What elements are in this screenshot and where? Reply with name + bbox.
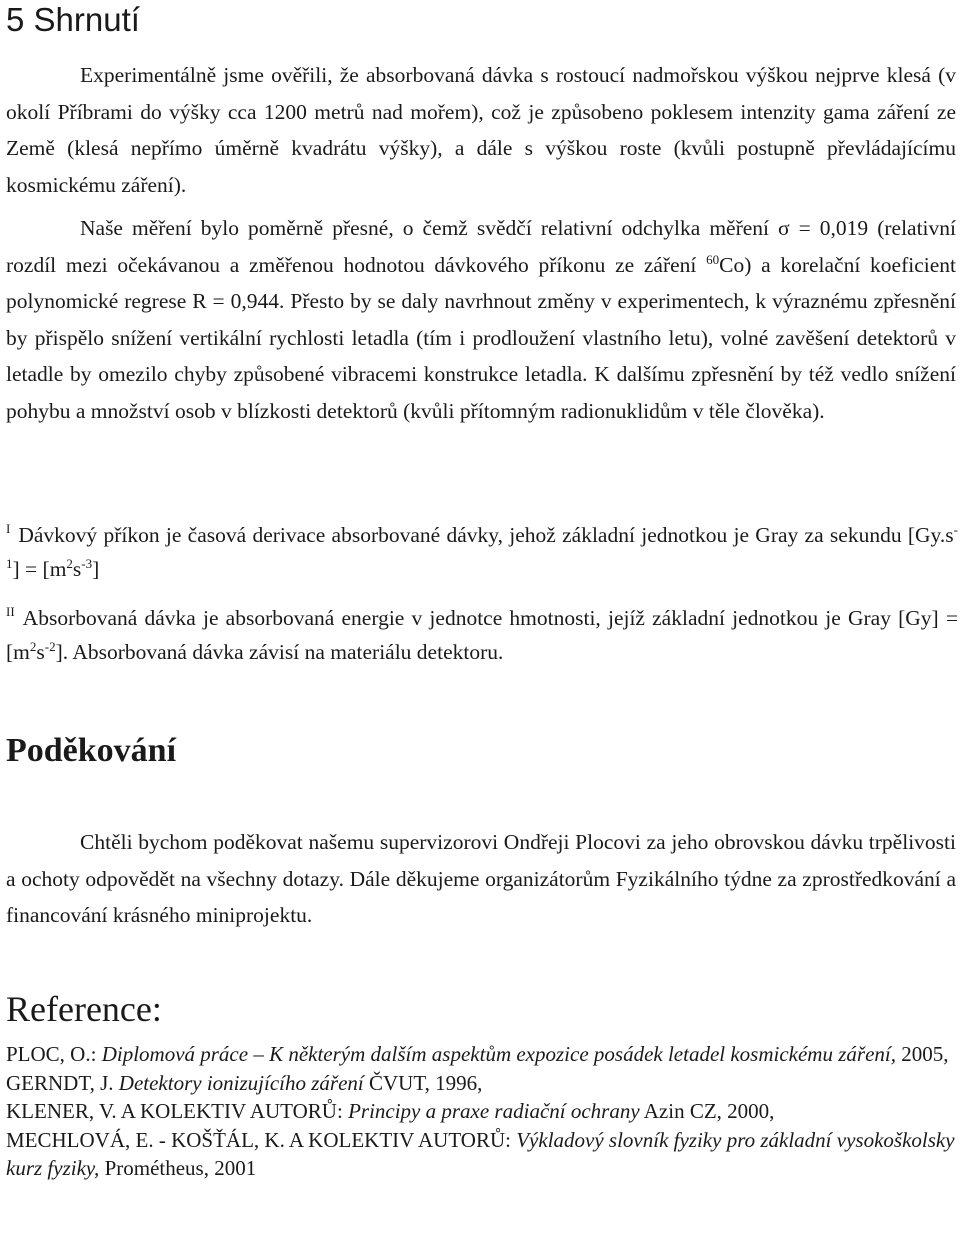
footnote-2-sup-2: -2 bbox=[44, 638, 56, 654]
footnote-2-text-b: s bbox=[36, 640, 45, 664]
reference-publisher: 2005, bbox=[895, 1042, 949, 1066]
footnote-2-mark: II bbox=[6, 604, 15, 619]
reference-author: MECHLOVÁ, E. - KOŠŤÁL, K. A KOLEKTIV AUTORŮ: bbox=[6, 1127, 517, 1152]
footnote-1-text-c: s bbox=[72, 557, 82, 581]
footnote-1-text-b: ] = [m bbox=[12, 557, 67, 581]
reference-item-2 bbox=[6, 1069, 958, 1098]
reference-publisher: Prométheus, 2001 bbox=[99, 1156, 257, 1180]
reference-title: Principy a praxe radiační ochrany bbox=[348, 1099, 640, 1123]
footnote-1-mark: I bbox=[6, 521, 11, 536]
references-list bbox=[6, 1040, 958, 1183]
isotope-superscript: 60 bbox=[706, 251, 720, 267]
reference-item-4 bbox=[6, 1126, 958, 1183]
summary-paragraph-2-part-a: Naše měření bylo poměrně přesné, o čemž svědčí relativní odchylka měření σ = 0,019 (relativní rozdíl mezi očekávanou a změřenou hodnotou dávkového příkonu ze záření bbox=[6, 216, 956, 277]
summary-paragraph-1: Experimentálně jsme ověřili, že absorbovaná dávka s rostoucí nadmořskou výškou nejprve klesá (v okolí Příbrami do výšky cca 1200 metrů nad mořem), což je způsobeno poklesem intenzity gama záření ze Země (klesá nepřímo úměrně kvadrátu výšky), a dále s výškou roste (kvůli postupně převládajícímu kosmickému záření). bbox=[6, 63, 956, 197]
summary-paragraph-2 bbox=[6, 210, 956, 429]
reference-title: Detektory ionizujícího záření bbox=[118, 1070, 364, 1095]
reference-item-1 bbox=[6, 1040, 958, 1069]
acknowledgement-heading: Poděkování bbox=[6, 732, 177, 769]
footnote-1-text-d: ] bbox=[92, 557, 100, 581]
footnote-1-text-a: Dávkový příkon je časová derivace absorbované dávky, jehož základní jednotkou je Gray za sekundu [Gy.s bbox=[18, 523, 954, 547]
reference-author: KLENER, V. A KOLEKTIV AUTORŮ: bbox=[6, 1099, 349, 1123]
reference-author: PLOC, O.: bbox=[6, 1042, 102, 1066]
footnote-1-sup-1: -1 bbox=[6, 521, 958, 571]
reference-author: GERNDT, J. bbox=[6, 1070, 119, 1095]
reference-publisher: ČVUT, 1996, bbox=[363, 1070, 483, 1095]
footnote-2-text-c: ]. Absorbovaná dávka závisí na materiálu detektoru. bbox=[55, 640, 504, 664]
footnote-1 bbox=[6, 512, 958, 586]
reference-item-3 bbox=[6, 1097, 958, 1126]
footnote-1-sup-3: -3 bbox=[81, 555, 93, 571]
footnote-1-sup-2: 2 bbox=[66, 555, 73, 571]
acknowledgement-paragraph: Chtěli bychom poděkovat našemu supervizorovi Ondřeji Plocovi za jeho obrovskou dávku trpělivosti a ochoty odpovědět na všechny dotazy. Dále děkujeme organizátorům Fyzikálního týdne za zprostředkování a financování krásného miniprojektu. bbox=[6, 830, 956, 927]
references-heading: Reference: bbox=[6, 989, 162, 1029]
footnote-2-sup-1: 2 bbox=[29, 638, 37, 654]
reference-title: Diplomová práce – K některým dalším aspektům expozice posádek letadel kosmickému záření, bbox=[101, 1042, 896, 1066]
reference-publisher: Azin CZ, 2000, bbox=[639, 1099, 775, 1123]
reference-title: Výkladový slovník fyziky pro základní vysokoškolsky kurz fyziky, bbox=[6, 1127, 955, 1180]
summary-paragraph-2-part-b: Co) a korelační koeficient polynomické regrese R = 0,944. Přesto by se daly navrhnout změny v experimentech, k výraznému zpřesnění by přispělo snížení vertikální rychlosti letadla (tím i prodloužení vlastního letu), volné zavěšení detektorů v letadle by omezilo chyby způsobené vibracemi konstrukce letadla. K dalšímu zpřesnění by též vedlo snížení pohybu a množství osob v blízkosti detektorů (kvůli přítomným radionuklidům v těle člověka). bbox=[6, 252, 956, 423]
footnote-2-text-a: Absorbovaná dávka je absorbovaná energie v jednotce hmotnosti, jejíž základní jednotkou je Gray [Gy] = [m bbox=[6, 606, 958, 664]
footnote-2 bbox=[6, 595, 958, 669]
section-heading: 5 Shrnutí bbox=[6, 1, 140, 38]
